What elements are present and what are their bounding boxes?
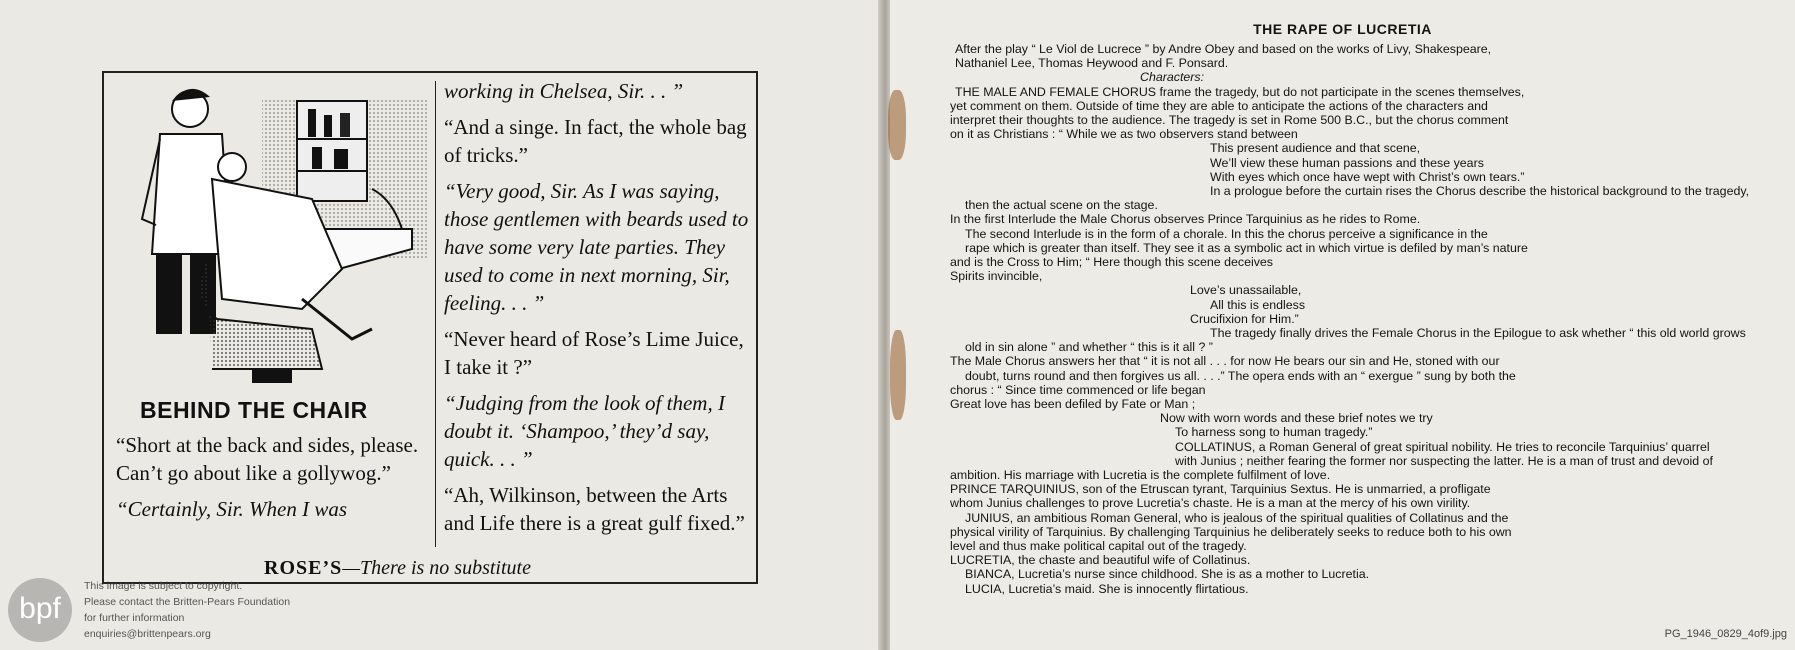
synopsis-line: Characters: <box>1140 70 1205 85</box>
synopsis-line: JUNIUS, an ambitious Roman General, who is jealous of the spiritual qualities of Collatinus and the <box>965 510 1509 525</box>
synopsis-text <box>890 0 1795 650</box>
synopsis-line: and is the Cross to Him; “ Here though this scene deceives <box>950 255 1273 269</box>
synopsis-line: In the first Interlude the Male Chorus observes Prince Tarquinius as he rides to Rome. <box>950 212 1421 227</box>
ad-right-column <box>444 77 750 545</box>
synopsis-line: Great love has been defiled by Fate or Man ; <box>950 397 1196 411</box>
contact-email[interactable]: enquiries@brittenpears.org <box>84 628 211 640</box>
copyright-notice <box>84 578 290 642</box>
ad-column-divider <box>435 81 436 547</box>
synopsis-line: With eyes which once have wept with Christ’s own tears.” <box>1210 169 1525 184</box>
synopsis-line: PRINCE TARQUINIUS, son of the Etruscan tyrant, Tarquinius Sextus. He is unmarried, a profligate <box>950 482 1491 497</box>
opera-title: THE RAPE OF LUCRETIA <box>1253 21 1432 37</box>
synopsis-line: Nathaniel Lee, Thomas Heywood and F. Ponsard. <box>955 56 1229 71</box>
ad-left-column <box>116 431 428 531</box>
synopsis-line: The tragedy finally drives the Female Chorus in the Epilogue to ask whether “ this old world grows <box>1210 326 1746 340</box>
ad-dialogue-line: “Never heard of Rose’s Lime Juice, I take it ?” <box>444 327 744 379</box>
synopsis-line: ambition. His marriage with Lucretia is the complete fulfilment of love. <box>950 468 1331 482</box>
synopsis-line: Love’s unassailable, <box>1190 283 1302 298</box>
synopsis-line: LUCRETIA, the chaste and beautiful wife of Collatinus. <box>950 553 1251 568</box>
synopsis-line: level and thus make political capital out of the tragedy. <box>950 539 1247 553</box>
synopsis-line: yet comment on them. Outside of time they are able to anticipate the actions of the characters and <box>950 98 1488 113</box>
synopsis-line: COLLATINUS, a Roman General of great spiritual nobility. He tries to reconcile Tarquinius’ quarrel <box>1175 439 1710 454</box>
synopsis-line: chorus : “ Since time commenced or life began <box>950 382 1206 397</box>
left-page <box>0 0 882 650</box>
synopsis-line: We’ll view these human passions and these years <box>1210 155 1484 170</box>
ad-footer <box>264 557 531 580</box>
bpf-logo: bpf <box>8 578 72 642</box>
synopsis-line: Spirits invincible, <box>950 269 1043 284</box>
synopsis-line: To harness song to human tragedy.” <box>1175 425 1373 440</box>
synopsis-line: whom Junius challenges to prove Lucretia’s chaste. He is a man at the mercy of his own virility. <box>950 496 1471 511</box>
ad-tagline: —There is no substitute <box>342 557 531 579</box>
ad-headline: BEHIND THE CHAIR <box>140 397 368 423</box>
ad-dialogue-line: “Certainly, Sir. When I was <box>116 497 348 521</box>
synopsis-line: rape which is greater than itself. They see it as a symbolic act in which virtue is defiled by man’s nature <box>965 240 1528 255</box>
synopsis-line: After the play “ Le Viol de Lucrece ” by Andre Obey and based on the works of Livy, Shakespeare, <box>955 42 1492 56</box>
ad-dialogue-line: “And a singe. In fact, the whole bag of tricks.” <box>444 115 747 167</box>
notice-line: for further information <box>84 612 185 624</box>
synopsis-line: on it as Christians : “ While we as two observers stand between <box>950 127 1298 142</box>
notice-line: This image is subject to copyright. <box>84 580 243 592</box>
synopsis-line: doubt, turns round and then forgives us all. . . .” The opera ends with an “ exergue ” sung by both the <box>965 368 1516 383</box>
ad-dialogue-line: “Very good, Sir. As I was saying, those gentlemen with beards used to have some very late parties. They used to come in next morning, Sir, feeling. . . ” <box>444 179 749 315</box>
ad-dialogue-line: “Short at the back and sides, please. Can’t go about like a gollywog.” <box>116 433 419 485</box>
synopsis-line: Now with worn words and these brief notes we try <box>1160 411 1433 426</box>
synopsis-line: Crucifixion for Him.” <box>1190 311 1299 326</box>
synopsis-line: LUCIA, Lucretia’s maid. She is innocently flirtatious. <box>965 581 1249 596</box>
ad-dialogue-line: “Ah, Wilkinson, between the Arts and Life there is a great gulf fixed.” <box>444 483 745 535</box>
roses-advertisement <box>102 71 758 584</box>
ad-dialogue-line: “Judging from the look of them, I doubt it. ‘Shampoo,’ they’d say, quick. . . ” <box>444 391 725 471</box>
synopsis-line: BIANCA, Lucretia’s nurse since childhood. She is as a mother to Lucretia. <box>965 567 1370 582</box>
synopsis-line: The second Interlude is in the form of a chorale. In this the chorus perceive a significance in the <box>965 226 1488 241</box>
notice-line: Please contact the Britten-Pears Foundation <box>84 596 291 608</box>
barber-illustration <box>112 79 430 397</box>
right-page <box>890 0 1795 650</box>
synopsis-line: physical virility of Tarquinius. By challenging Tarquinius he deliberately seeks to reduce both to his own <box>950 524 1512 539</box>
ad-dialogue-line: working in Chelsea, Sir. . . ” <box>444 79 684 103</box>
image-filename: PG_1946_0829_4of9.jpg <box>1664 628 1787 640</box>
synopsis-line: old in sin alone ” and whether “ this is it all ? ” <box>965 340 1213 355</box>
synopsis-line: THE MALE AND FEMALE CHORUS frame the tragedy, but do not participate in the scenes themselves, <box>955 84 1525 99</box>
synopsis-line: This present audience and that scene, <box>1210 141 1421 156</box>
synopsis-line: with Junius ; neither fearing the former nor suspecting the latter. He is a man of trust and devoid of <box>1175 453 1713 468</box>
synopsis-line: All this is endless <box>1210 297 1306 312</box>
synopsis-line: then the actual scene on the stage. <box>965 198 1158 213</box>
synopsis-line: interpret their thoughts to the audience. The tragedy is set in Rome 500 B.C., but the chorus comment <box>950 113 1509 127</box>
synopsis-line: In a prologue before the curtain rises the Chorus describe the historical background to the tragedy, <box>1210 184 1750 198</box>
synopsis-line: The Male Chorus answers her that “ it is not all . . . for now He bears our sin and He, stoned with our <box>950 354 1500 369</box>
roses-brand: ROSE’S <box>264 557 343 579</box>
